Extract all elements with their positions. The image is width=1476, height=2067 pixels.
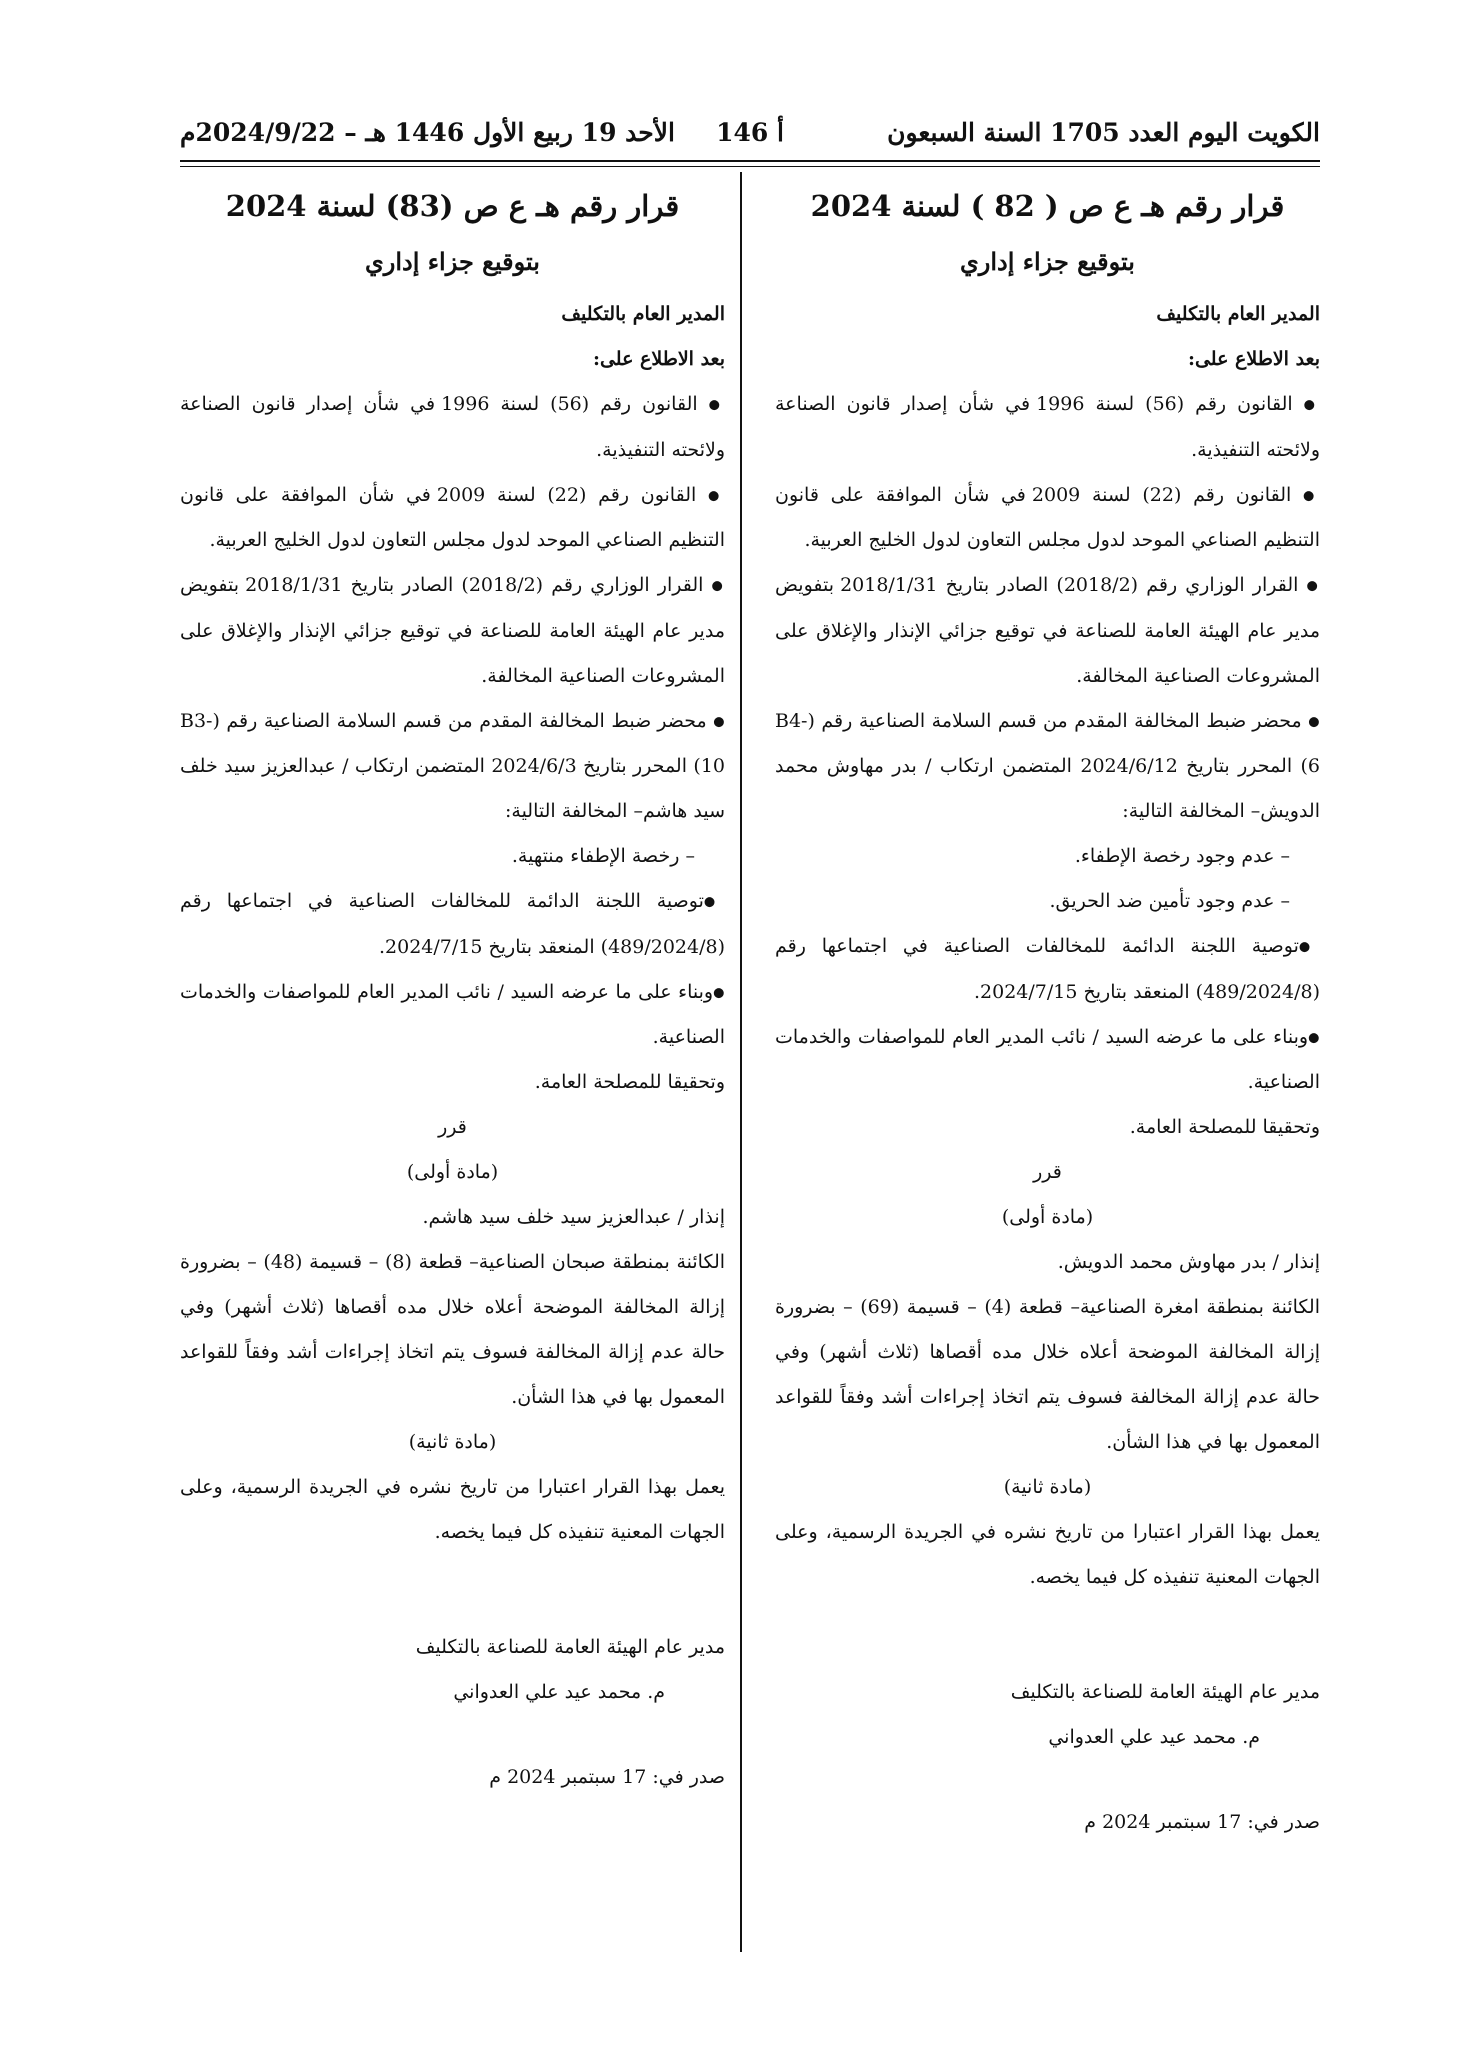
header-date: الأحد 19 ربيع الأول 1446 هـ – 2024/9/22م: [180, 118, 675, 147]
decision-82-column: [775, 176, 1320, 1845]
list-item: ● القرار الوزاري رقم (2018/2) الصادر بتاريخ 2018/1/31 بتفويض مدير عام الهيئة العامة للصناعة في توقيع جزائي الإنذار والإغلاق على المشروعات الصناعية المخالفة.: [775, 574, 1320, 687]
bullet-icon: ●: [713, 714, 725, 729]
article-label: (مادة أولى): [1001, 1206, 1094, 1228]
decided-label: قرر: [438, 1116, 467, 1138]
list-item: ● القانون رقم (56) لسنة 1996 في شأن إصدار قانون الصناعة ولائحته التنفيذية.: [180, 393, 725, 461]
list-item: ● القانون رقم (22) لسنة 2009 في شأن الموافقة على قانون التنظيم الصناعي الموحد لدول مجلس التعاون لدول الخليج العربية.: [180, 483, 726, 551]
list-item: ● محضر ضبط المخالفة المقدم من قسم السلامة الصناعية رقم (B4-6) المحرر بتاريخ 2024/6/12 المتضمن ارتكاب / بدر مهاوش محمد الدويش– المخالفة التالية:: [775, 709, 1320, 822]
list-item: ●توصية اللجنة الدائمة للمخالفات الصناعية في اجتماعها رقم (489/2024/8) المنعقد بتاريخ 2024/7/15.: [775, 935, 1321, 1003]
decision-subtitle: بتوقيع جزاء إداري: [960, 247, 1135, 276]
public-interest-line: وتحقيقا للمصلحة العامة.: [1129, 1116, 1320, 1138]
header-rule-thin: [180, 166, 1320, 167]
signer-title: مدير عام الهيئة العامة للصناعة بالتكليف: [1010, 1681, 1320, 1703]
bullet-icon: ●: [708, 397, 725, 413]
list-item: ● القانون رقم (56) لسنة 1996 في شأن إصدار قانون الصناعة ولائحته التنفيذية.: [775, 393, 1320, 461]
column-divider: [740, 172, 742, 1952]
public-interest-line: وتحقيقا للمصلحة العامة.: [534, 1071, 725, 1093]
bullet-icon: ●: [703, 894, 726, 910]
article-text: يعمل بهذا القرار اعتبارا من تاريخ نشره في الجريدة الرسمية، وعلى الجهات المعنية تنفيذه كل فيما يخصه.: [775, 1521, 1320, 1588]
decision-83-column: [180, 176, 725, 1800]
bullet-icon: ●: [1303, 397, 1320, 413]
bullet-icon: ●: [1308, 714, 1320, 729]
violation-item: – رخصة الإطفاء منتهية.: [511, 845, 695, 867]
warning-line: إنذار / عبدالعزيز سيد خلف سيد هاشم.: [422, 1206, 725, 1228]
bullet-icon: ●: [707, 488, 726, 503]
authority-line: المدير العام بالتكليف: [1156, 303, 1320, 325]
issued-date: صدر في: 17 سبتمبر 2024 م: [489, 1766, 725, 1788]
bullet-icon: ●: [1308, 1030, 1321, 1045]
bullet-icon: ●: [711, 578, 725, 594]
bullet-icon: ●: [1302, 488, 1321, 503]
issued-date: صدر في: 17 سبتمبر 2024 م: [1084, 1811, 1320, 1833]
article-text: يعمل بهذا القرار اعتبارا من تاريخ نشره في الجريدة الرسمية، وعلى الجهات المعنية تنفيذه كل فيما يخصه.: [180, 1476, 725, 1543]
signer-name: م. محمد عيد علي العدواني: [1048, 1726, 1260, 1748]
list-item: ●توصية اللجنة الدائمة للمخالفات الصناعية في اجتماعها رقم (489/2024/8) المنعقد بتاريخ 2024/7/15.: [180, 890, 726, 958]
list-item: ●وبناء على ما عرضه السيد / نائب المدير العام للمواصفات والخدمات الصناعية.: [180, 980, 726, 1048]
signer-title: مدير عام الهيئة العامة للصناعة بالتكليف: [415, 1636, 725, 1658]
bullet-icon: ●: [1306, 578, 1320, 594]
header-issue-info: الكويت اليوم العدد 1705 السنة السبعون: [887, 118, 1320, 147]
list-item: ●وبناء على ما عرضه السيد / نائب المدير العام للمواصفات والخدمات الصناعية.: [775, 1025, 1321, 1093]
article-label: (مادة ثانية): [408, 1431, 497, 1453]
review-heading: بعد الاطلاع على:: [1187, 348, 1320, 370]
header-rule: [180, 160, 1320, 162]
decision-subtitle: بتوقيع جزاء إداري: [365, 247, 540, 276]
page-header: [180, 118, 1320, 158]
bullet-icon: ●: [713, 985, 726, 1000]
article-text: الكائنة بمنطقة امغرة الصناعية– قطعة (4) – قسيمة (69) – بضرورة إزالة المخالفة الموضحة أعلاه خلال مده أقصاها (ثلاث أشهر) وفي حالة عدم إزالة المخالفة فسوف يتم اتخاذ إجراءات أشد وفقاً للقواعد المعمول بها في هذا الشأن.: [775, 1296, 1320, 1453]
violation-item: – عدم وجود رخصة الإطفاء.: [1074, 845, 1290, 867]
decided-label: قرر: [1033, 1161, 1062, 1183]
list-item: ● القرار الوزاري رقم (2018/2) الصادر بتاريخ 2018/1/31 بتفويض مدير عام الهيئة العامة للصناعة في توقيع جزائي الإنذار والإغلاق على المشروعات الصناعية المخالفة.: [180, 574, 725, 687]
list-item: ● القانون رقم (22) لسنة 2009 في شأن الموافقة على قانون التنظيم الصناعي الموحد لدول مجلس التعاون لدول الخليج العربية.: [775, 483, 1321, 551]
violation-item: – عدم وجود تأمين ضد الحريق.: [1049, 890, 1290, 912]
list-item: ● محضر ضبط المخالفة المقدم من قسم السلامة الصناعية رقم (B3-10) المحرر بتاريخ 2024/6/3 المتضمن ارتكاب / عبدالعزيز سيد خلف سيد هاشم– المخالفة التالية:: [180, 709, 726, 822]
bullet-icon: ●: [1298, 939, 1321, 955]
decision-title: قرار رقم هـ ع ص (83) لسنة 2024: [225, 189, 680, 223]
signer-name: م. محمد عيد علي العدواني: [453, 1681, 665, 1703]
review-heading: بعد الاطلاع على:: [592, 348, 725, 370]
header-page-number: أ 146: [716, 118, 784, 147]
warning-line: إنذار / بدر مهاوش محمد الدويش.: [1057, 1251, 1320, 1273]
article-label: (مادة ثانية): [1003, 1476, 1092, 1498]
authority-line: المدير العام بالتكليف: [561, 303, 725, 325]
article-text: الكائنة بمنطقة صبحان الصناعية– قطعة (8) – قسيمة (48) – بضرورة إزالة المخالفة الموضحة أعلاه خلال مده أقصاها (ثلاث أشهر) وفي حالة عدم إزالة المخالفة فسوف يتم اتخاذ إجراءات أشد وفقاً للقواعد المعمول بها في هذا الشأن.: [180, 1251, 726, 1408]
decision-title: قرار رقم هـ ع ص ( 82 ) لسنة 2024: [810, 189, 1285, 223]
article-label: (مادة أولى): [406, 1161, 499, 1183]
